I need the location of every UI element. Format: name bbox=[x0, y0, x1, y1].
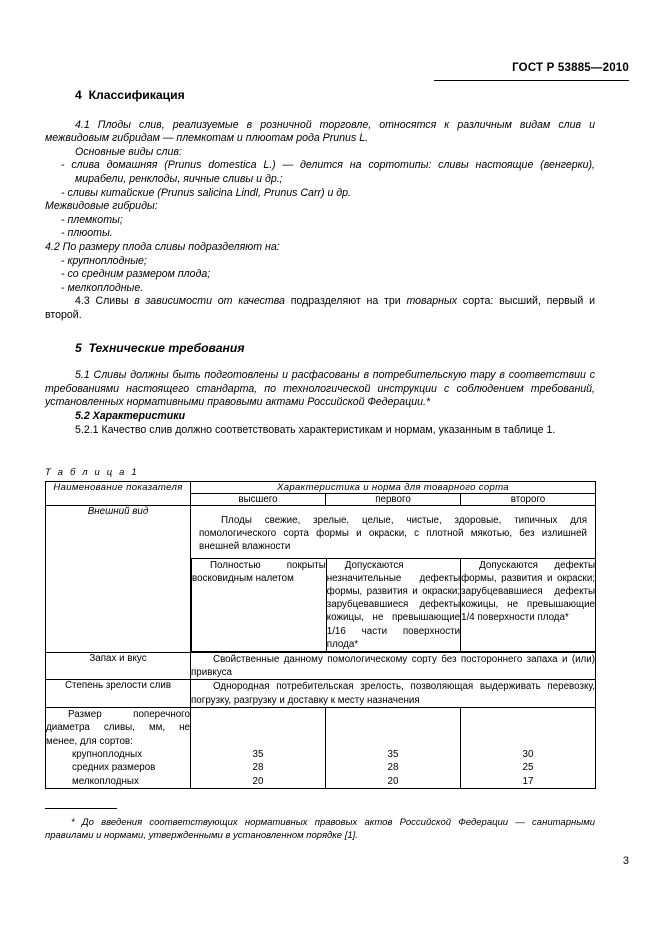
value-high-medium: 28 bbox=[252, 762, 264, 774]
value-high-large: 35 bbox=[252, 749, 264, 761]
clause-5-2-1: 5.2.1 Качество слив должно соответствовать характеристикам и нормам, указанным в таблице 1. bbox=[75, 423, 556, 436]
appearance-subrow bbox=[192, 558, 596, 651]
row-label-diameter bbox=[46, 707, 191, 788]
diameter-lead: Размер поперечного диаметра сливы, мм, не менее, для сортов: bbox=[46, 708, 190, 747]
diameter-values-first bbox=[326, 707, 461, 788]
table-caption: Т а б л и ц а 1 bbox=[45, 466, 139, 477]
header-grade-first: первого bbox=[326, 494, 461, 506]
table-header-row-1 bbox=[46, 482, 596, 494]
diameter-sub-medium: средних размеров bbox=[72, 762, 156, 774]
spacer bbox=[45, 323, 595, 341]
header-grade-span: Характеристика и норма для товарного сорта bbox=[191, 482, 596, 494]
diameter-sub-small: мелкоплодных bbox=[72, 775, 139, 787]
clause-4-3-mid: подразделяют на три bbox=[284, 295, 407, 308]
appearance-second: Допускаются дефекты формы, развития и окраски; зарубцевавшиеся дефекты кожицы, не превышающие 1/4 поверхности плода* bbox=[461, 558, 595, 651]
document-header-standard-id: ГОСТ Р 53885—2010 bbox=[512, 62, 629, 74]
section-4-number: 4 bbox=[75, 88, 82, 102]
spacer bbox=[45, 355, 595, 369]
hybrids-lead: Межвидовые гибриды: bbox=[45, 200, 158, 213]
spacer bbox=[45, 103, 595, 119]
main-types-lead: Основные виды слив: bbox=[75, 145, 182, 158]
clause-4-3-em-2: товарных bbox=[406, 295, 458, 308]
footnote-text: * До введения соответствующих нормативных правовых актов Российской Федерации — санитарными правилами и нормами, утвержденными в установленном порядке [1]. bbox=[45, 817, 595, 841]
specification-table bbox=[45, 481, 596, 789]
section-5-number: 5 bbox=[75, 340, 82, 355]
section-4-title: Классификация bbox=[88, 88, 185, 102]
value-high-small: 20 bbox=[252, 775, 264, 787]
table-row-appearance bbox=[46, 506, 596, 653]
header-grade-high: высшего bbox=[191, 494, 326, 506]
clause-4-3-em-1: в зависимости от качества bbox=[134, 295, 285, 308]
clause-4-3-end: сорта: высший, первый и второй. bbox=[45, 295, 595, 321]
appearance-content bbox=[191, 506, 596, 653]
footnote-separator bbox=[45, 808, 117, 809]
value-first-large: 35 bbox=[387, 749, 399, 761]
ripeness-description: Однородная потребительская зрелость, позволяющая выдерживать перевозку, погрузку, разгрузку и доставку к месту назначения bbox=[191, 681, 596, 706]
species-salicina: - сливы китайские (Prunus salicina Lindl, Prunus Carr) и др. bbox=[61, 186, 351, 199]
value-second-small: 17 bbox=[522, 775, 534, 787]
table-row-ripeness bbox=[46, 680, 596, 707]
clause-4-3-pre: 4.3 Сливы bbox=[75, 295, 135, 308]
section-4-heading bbox=[45, 88, 595, 103]
appearance-subcolumns bbox=[191, 558, 595, 652]
clause-4-2: 4.2 По размеру плода сливы подразделяют на: bbox=[45, 240, 280, 253]
clause-4-1: 4.1 Плоды слив, реализуемые в розничной торговле, относятся к различным видам слив и межвидовым гибридам — племкотам и плюотам рода Prunus L. bbox=[45, 118, 595, 145]
clause-4-3 bbox=[45, 295, 595, 322]
table-row-smell-taste bbox=[46, 653, 596, 680]
hybrid-plumcot: - племкоты; bbox=[61, 213, 123, 226]
table-row-diameter bbox=[46, 707, 596, 788]
row-label-ripeness: Степень зрелости слив bbox=[46, 680, 191, 707]
header-rule bbox=[434, 80, 629, 81]
appearance-high: Полностью покрыты восковидным налетом bbox=[192, 558, 327, 651]
value-first-medium: 28 bbox=[387, 762, 399, 774]
page-number: 3 bbox=[622, 855, 629, 867]
row-label-appearance: Внешний вид bbox=[46, 506, 191, 653]
size-class-medium: - со средним размером плода; bbox=[61, 268, 211, 281]
size-class-large: - крупноплодные; bbox=[61, 254, 147, 267]
header-grade-second: второго bbox=[461, 494, 596, 506]
species-domestica: - слива домашняя (Prunus domestica L.) — делится на сортотипы: сливы настоящие (венгерки), мирабели, ренклоды, яичные сливы и др.; bbox=[61, 159, 595, 186]
clause-5-2-heading: 5.2 Характеристики bbox=[75, 409, 186, 422]
diameter-values-high bbox=[191, 707, 326, 788]
appearance-first: Допускаются незначительные дефекты формы, развития и окраски; зарубцевавшиеся дефекты кожицы, не превышающие 1/16 части поверхности плода* bbox=[326, 559, 461, 650]
diameter-sub-large: крупноплодных bbox=[72, 749, 143, 761]
section-5-heading bbox=[45, 341, 595, 356]
document-body bbox=[45, 88, 595, 437]
hybrid-pluot: - плюоты. bbox=[61, 227, 113, 240]
value-first-small: 20 bbox=[387, 775, 399, 787]
diameter-values-second bbox=[461, 707, 596, 788]
header-indicator-name: Наименование показателя bbox=[46, 482, 191, 506]
value-second-medium: 25 bbox=[522, 762, 534, 774]
value-second-large: 30 bbox=[522, 749, 534, 761]
clause-5-1: 5.1 Сливы должны быть подготовлены и расфасованы в потребительскую тару в соответствии с требованиями настоящего стандарта, по технологической инструкции с соблюдением требований, установленных нормативными правовыми актами Российской Федерации.* bbox=[45, 369, 595, 409]
section-5-title: Технические требования bbox=[88, 340, 245, 355]
appearance-description: Плоды свежие, зрелые, целые, чистые, здоровые, типичных для помологического сорта формы и окраски, с плотной мякотью, без излишней внешней влажности bbox=[199, 515, 588, 553]
smell-taste-description: Свойственные данному помологическому сорту без постороннего запаха и (или) привкуса bbox=[191, 654, 596, 679]
row-label-smell-taste: Запах и вкус bbox=[46, 653, 191, 680]
size-class-small: - мелкоплодные. bbox=[61, 281, 144, 294]
